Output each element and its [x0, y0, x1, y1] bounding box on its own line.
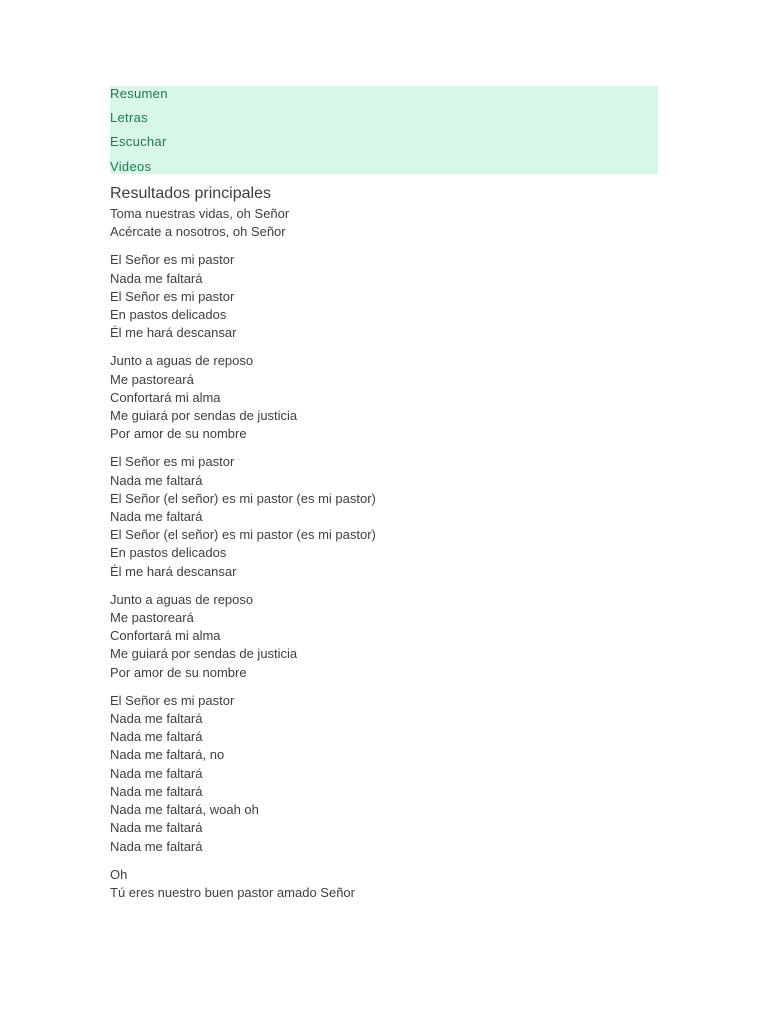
lyrics-line: El Señor (el señor) es mi pastor (es mi pastor)	[110, 490, 376, 506]
lyrics-line: Nada me faltará, woah oh	[110, 802, 259, 818]
nav-item-letras[interactable]: Letras	[110, 110, 148, 125]
lyrics-line: Me guiará por sendas de justicia	[110, 646, 298, 662]
lyrics-line: Por amor de su nombre	[110, 664, 247, 680]
lyrics-line: El Señor es mi pastor	[110, 692, 235, 708]
lyrics-stanza	[110, 205, 670, 241]
lyrics-line: El Señor es mi pastor	[110, 288, 235, 304]
lyrics-line: Nada me faltará	[110, 783, 203, 799]
lyrics-line: Confortará mi alma	[110, 389, 221, 405]
lyrics-line: Por amor de su nombre	[110, 426, 247, 442]
lyrics-stanza	[110, 453, 670, 580]
lyrics-line: Acércate a nosotros, oh Señor	[110, 224, 286, 240]
lyrics-stanza	[110, 591, 670, 682]
lyrics-line: Confortará mi alma	[110, 628, 221, 644]
results-nav	[110, 86, 658, 174]
lyrics-line: Nada me faltará	[110, 472, 203, 488]
lyrics-stanza	[110, 251, 670, 342]
lyrics-line: En pastos delicados	[110, 545, 227, 561]
lyrics-line: El Señor es mi pastor	[110, 454, 235, 470]
lyrics-line: Tú eres nuestro buen pastor amado Señor	[110, 884, 355, 900]
lyrics-line: Me pastoreará	[110, 371, 194, 387]
lyrics-line: El Señor es mi pastor	[110, 252, 235, 268]
nav-item-resumen[interactable]: Resumen	[110, 86, 168, 101]
lyrics-line: Él me hará descansar	[110, 325, 237, 341]
lyrics-line: Nada me faltará	[110, 838, 203, 854]
lyrics-line: Toma nuestras vidas, oh Señor	[110, 206, 290, 221]
lyrics-body	[110, 205, 670, 912]
section-title: Resultados principales	[110, 185, 271, 202]
lyrics-line: El Señor (el señor) es mi pastor (es mi pastor)	[110, 527, 376, 543]
lyrics-stanza	[110, 352, 670, 443]
lyrics-line: Me guiará por sendas de justicia	[110, 408, 298, 424]
lyrics-line: Nada me faltará	[110, 765, 203, 781]
lyrics-line: Nada me faltará, no	[110, 747, 225, 763]
lyrics-line: Nada me faltará	[110, 270, 203, 286]
lyrics-line: En pastos delicados	[110, 307, 227, 323]
lyrics-line: Nada me faltará	[110, 509, 203, 525]
lyrics-line: Me pastoreará	[110, 610, 194, 626]
lyrics-stanza	[110, 866, 670, 902]
lyrics-line: Nada me faltará	[110, 729, 203, 745]
lyrics-line: Junto a aguas de reposo	[110, 353, 254, 369]
lyrics-line: Él me hará descansar	[110, 563, 237, 579]
lyrics-line: Nada me faltará	[110, 820, 203, 836]
nav-item-escuchar[interactable]: Escuchar	[110, 134, 167, 149]
lyrics-line: Junto a aguas de reposo	[110, 591, 254, 607]
nav-item-videos[interactable]: Videos	[110, 159, 152, 174]
lyrics-stanza	[110, 692, 670, 856]
lyrics-line: Oh	[110, 866, 128, 882]
lyrics-line: Nada me faltará	[110, 711, 203, 727]
